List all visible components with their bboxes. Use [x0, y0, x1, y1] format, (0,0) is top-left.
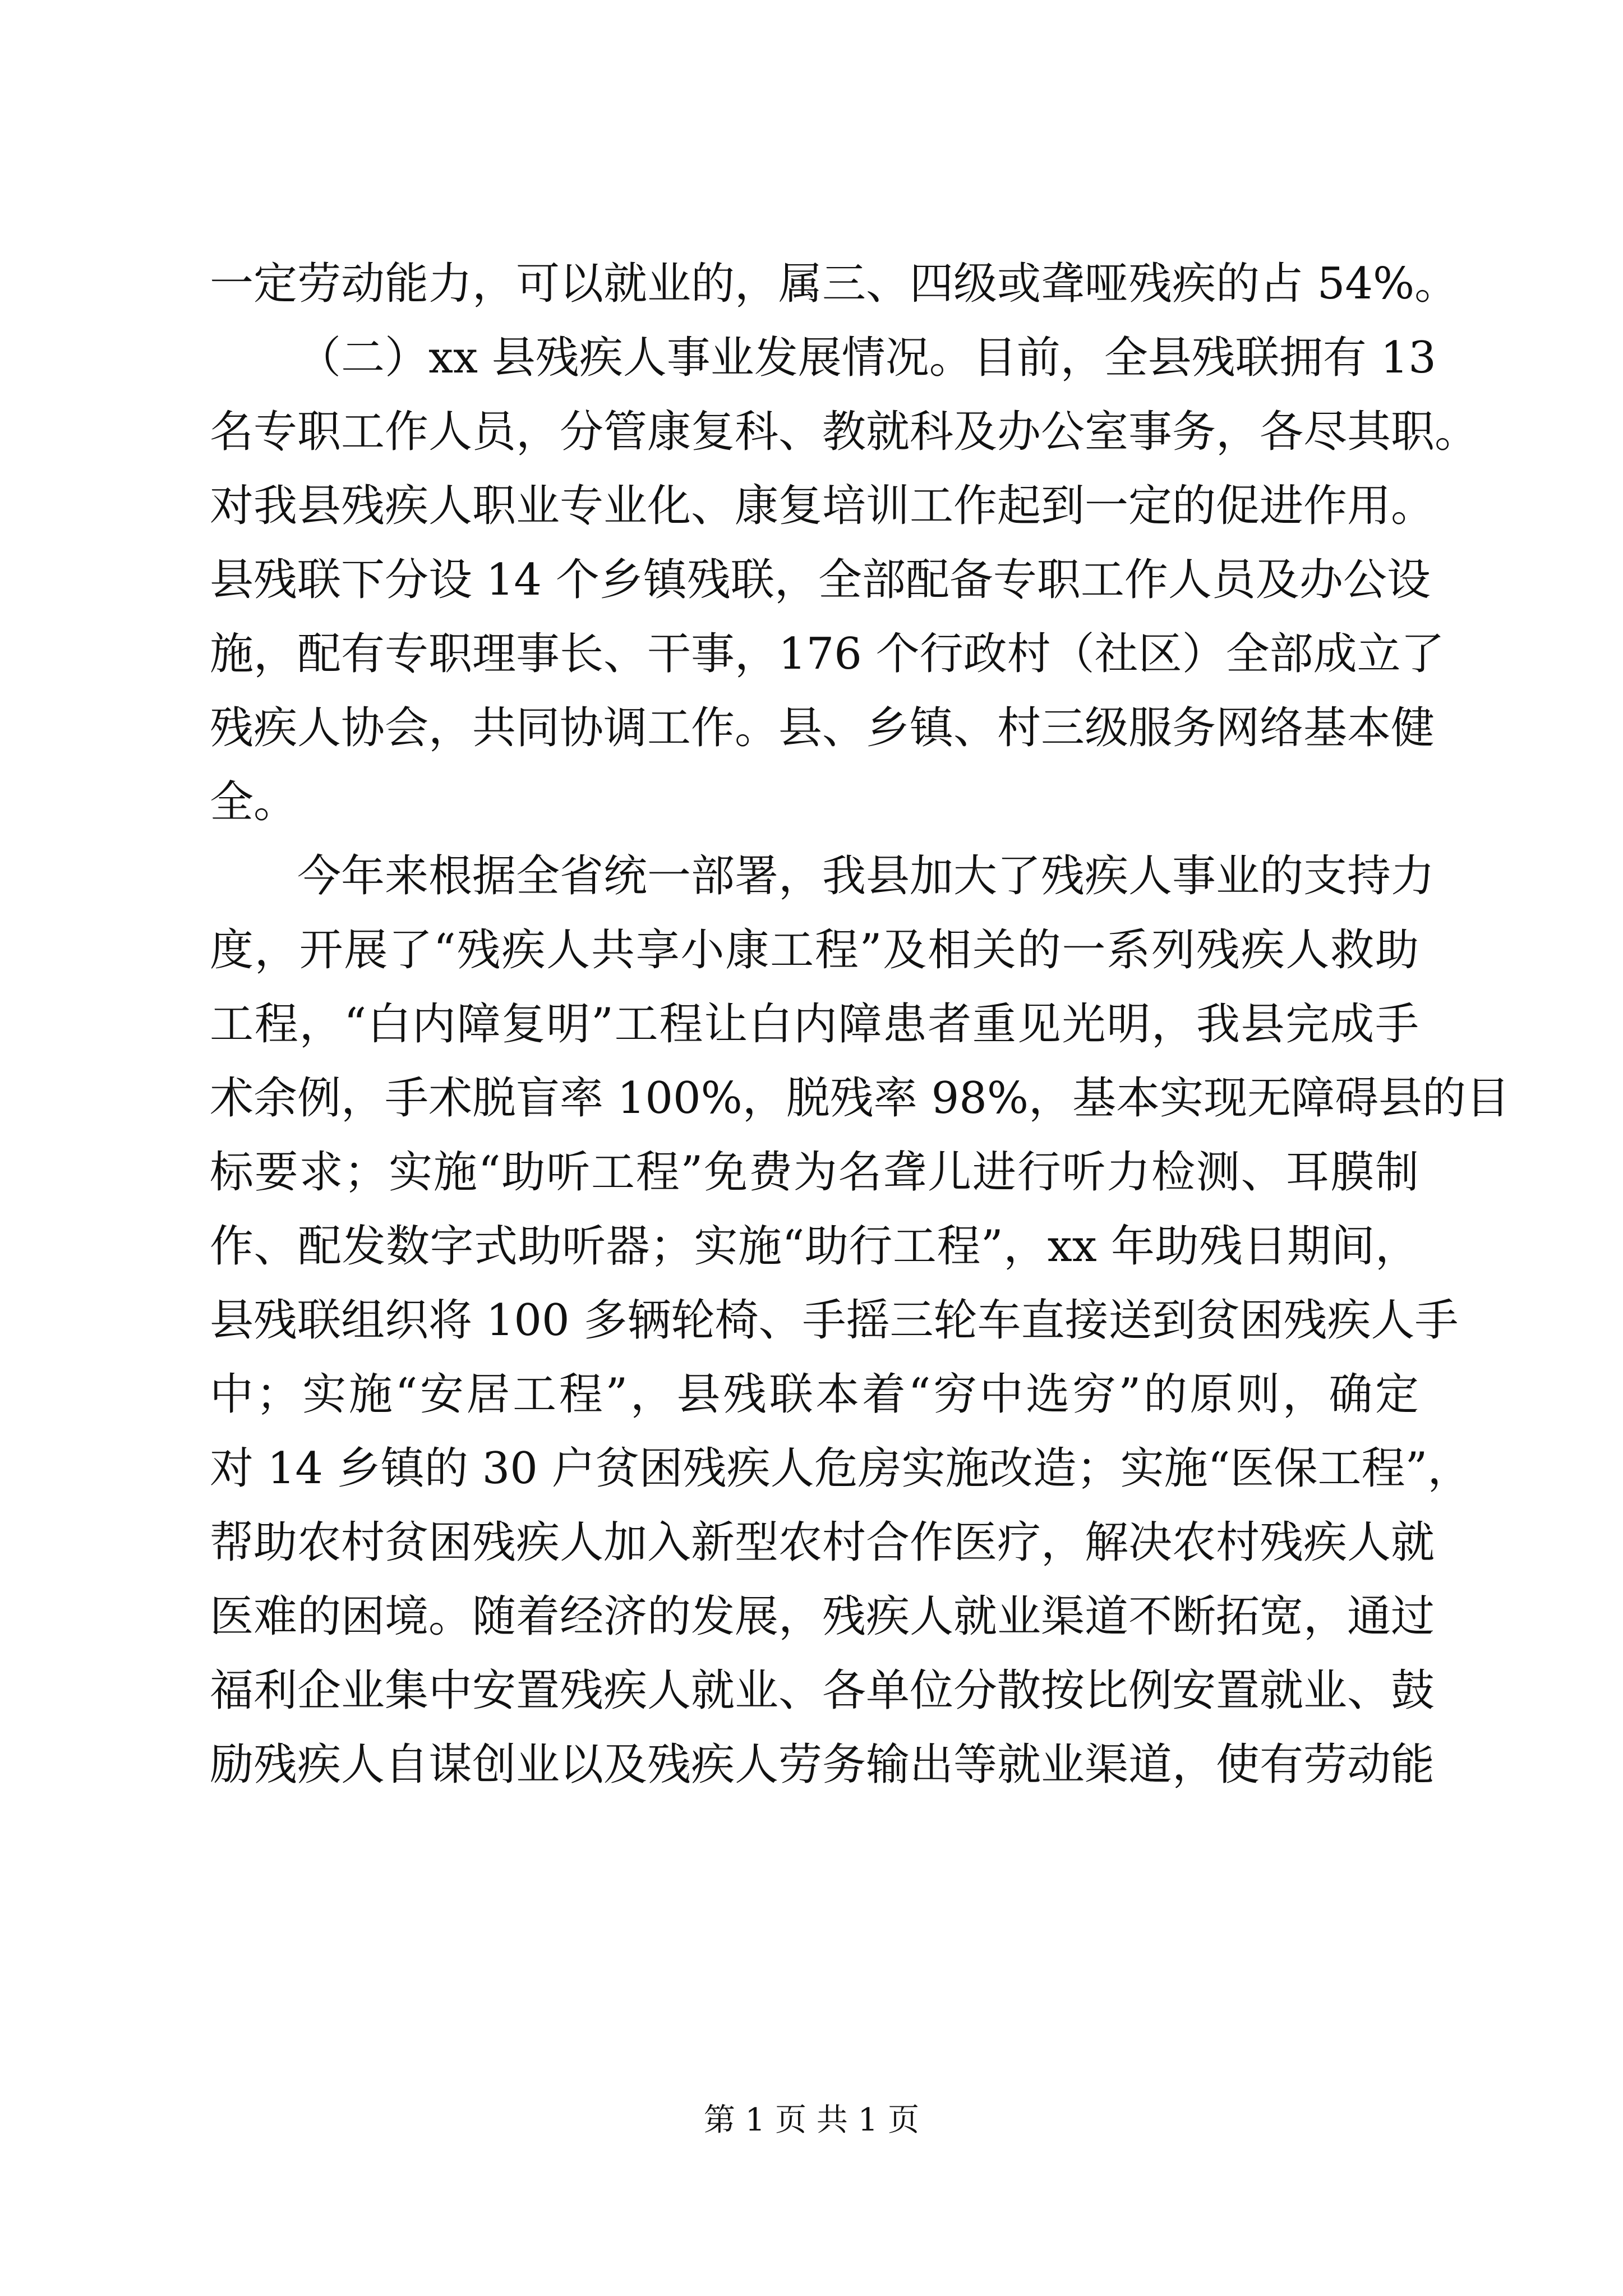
text-line: 工程，“白内障复明”工程让白内障患者重见光明，我县完成手 [210, 999, 1419, 1050]
text-line: 中；实施“安居工程”，县残联本着“穷中选穷”的原则，确定 [210, 1369, 1419, 1420]
text-line: 施，配有专职理事长、干事，176 个行政村（社区）全部成立了 [210, 629, 1445, 679]
text-line: 今年来根据全省统一部署，我县加大了残疾人事业的支持力 [297, 851, 1435, 901]
text-line: 县残联下分设 14 个乡镇残联，全部配备专职工作人员及办公设 [210, 555, 1431, 605]
text-line: 术余例，手术脱盲率 100%，脱残率 98%，基本实现无障碍县的目 [210, 1073, 1510, 1124]
text-line: 标要求；实施“助听工程”免费为名聋儿进行听力检测、耳膜制 [210, 1147, 1419, 1198]
text-line: 对我县残疾人职业专业化、康复培训工作起到一定的促进作用。 [210, 481, 1435, 531]
text-line: 度，开展了“残疾人共享小康工程”及相关的一系列残疾人救助 [210, 925, 1419, 976]
text-line: 县残联组织将 100 多辆轮椅、手摇三轮车直接送到贫困残疾人手 [210, 1295, 1459, 1346]
text-line: 全。 [210, 777, 298, 827]
body-text [210, 247, 1510, 1802]
text-line: 福利企业集中安置残疾人就业、各单位分散按比例安置就业、鼓 [210, 1665, 1435, 1716]
text-line: 作、配发数字式助听器；实施“助行工程”，xx 年助残日期间， [210, 1221, 1419, 1272]
page-number-footer: 第 1 页 共 1 页 [703, 2102, 920, 2138]
text-line: （二）xx 县残疾人事业发展情况。目前，全县残联拥有 13 [297, 333, 1436, 383]
text-line: 医难的困境。随着经济的发展，残疾人就业渠道不断拓宽，通过 [210, 1591, 1435, 1642]
text-line: 对 14 乡镇的 30 户贫困残疾人危房实施改造；实施“医保工程”， [210, 1443, 1472, 1494]
text-line: 残疾人协会，共同协调工作。县、乡镇、村三级服务网络基本健 [210, 703, 1435, 753]
text-line: 一定劳动能力，可以就业的，属三、四级或聋哑残疾的占 54%。 [210, 259, 1459, 309]
text-line: 名专职工作人员，分管康复科、教就科及办公室事务，各尽其职。 [210, 407, 1479, 457]
text-line: 帮助农村贫困残疾人加入新型农村合作医疗，解决农村残疾人就 [210, 1517, 1435, 1568]
text-line: 励残疾人自谋创业以及残疾人劳务输出等就业渠道，使有劳动能 [210, 1740, 1435, 1790]
